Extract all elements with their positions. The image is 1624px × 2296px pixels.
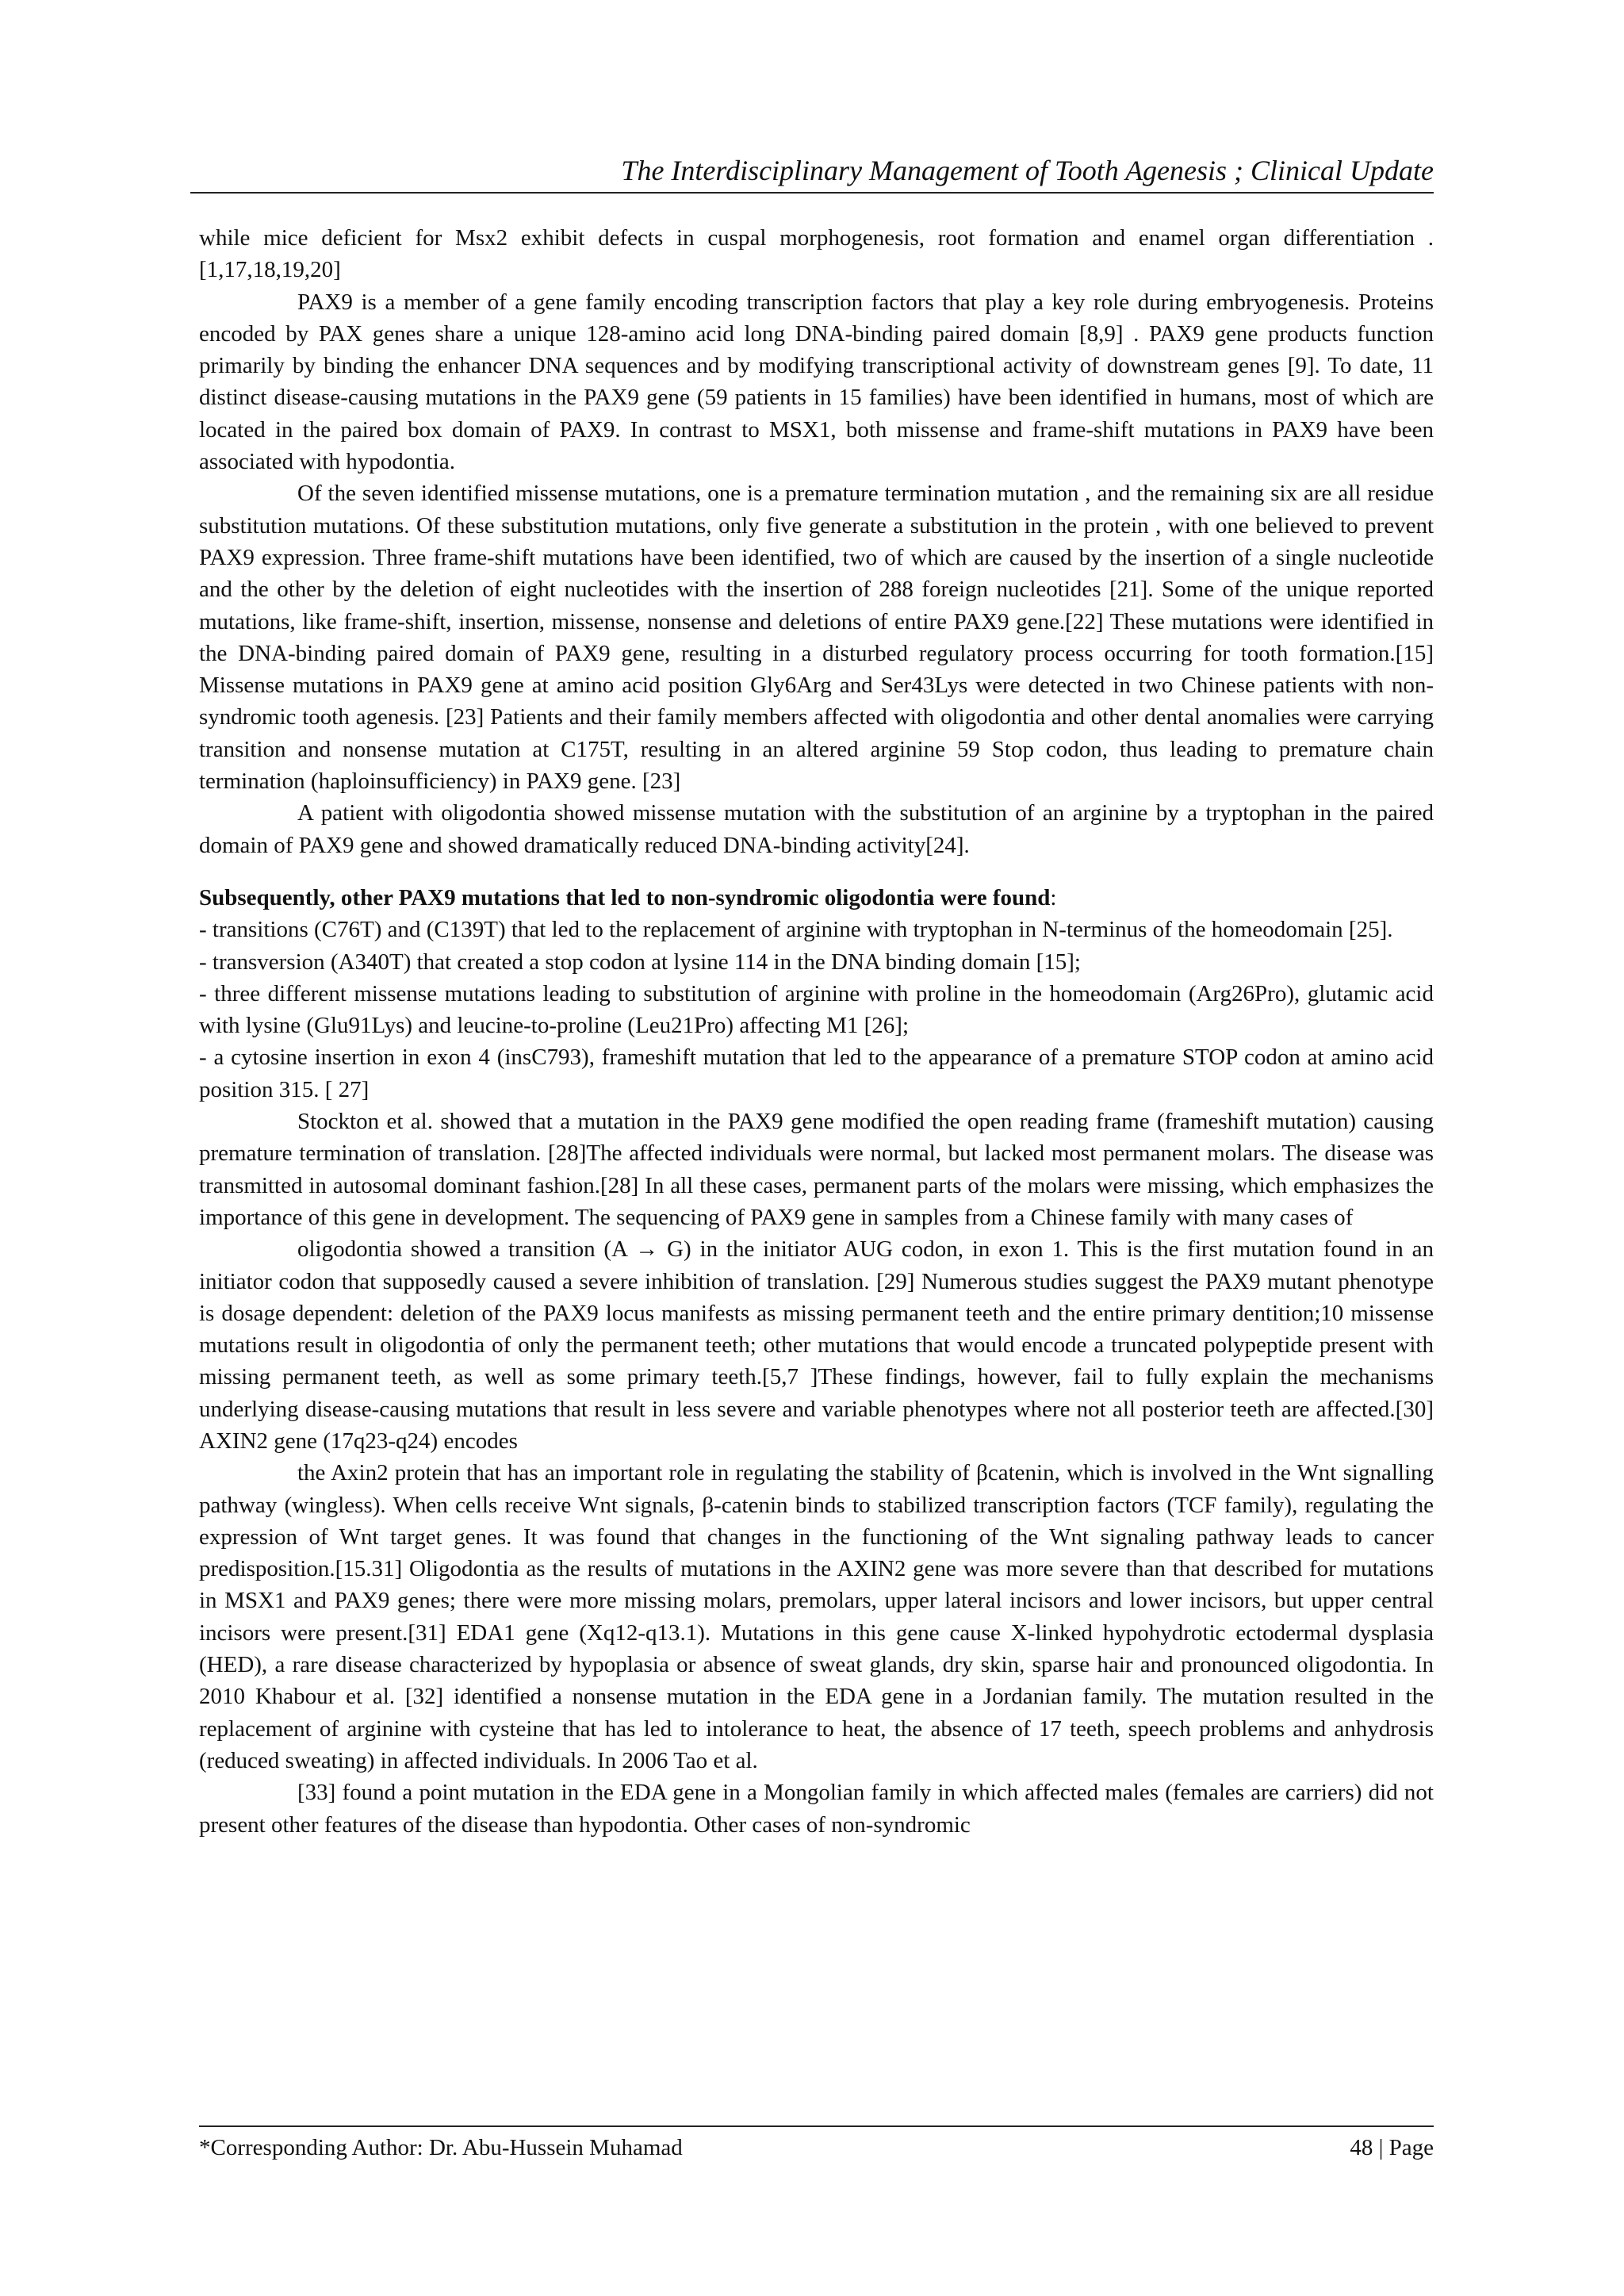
mutation-list-item: - transitions (C76T) and (C139T) that led to the replacement of arginine with tryptophan in N-terminus of the homeodomain [25].	[199, 917, 1393, 943]
page-number: 48 | Page	[1350, 2135, 1434, 2160]
paragraph-8: [33] found a point mutation in the EDA gene in a Mongolian family in which affected males (females are carriers) did not present other features of the disease than hypodontia. Other cases of non-syndromic	[199, 1780, 1434, 1838]
mutation-list-item: - a cytosine insertion in exon 4 (insC793), frameshift mutation that led to the appearance of a premature STOP codon at amino acid position 315. [ 27]	[199, 1045, 1434, 1102]
paragraph-6: oligodontia showed a transition (A → G) in the initiator AUG codon, in exon 1. This is the first mutation found in an initiator codon that supposedly caused a severe inhibition of translation. [29] Numerous studies suggest the PAX9 mutant phenotype is dosage dependent: deletion of the PAX9 locus manifests as missing permanent teeth and the entire primary dentition;10 missense mutations result in oligodontia of only the permanent teeth; other mutations that would encode a truncated polypeptide present with missing permanent teeth, as well as some primary teeth.[5,7 ]These findings, however, fail to fully explain the mechanisms underlying disease-causing mutations that result in less severe and variable phenotypes where not all posterior teeth are affected.[30] AXIN2 gene (17q23-q24) encodes	[199, 1236, 1434, 1454]
running-header: The Interdisciplinary Management of Tooth Agenesis ; Clinical Update	[190, 152, 1434, 194]
paragraph-1: while mice deficient for Msx2 exhibit defects in cuspal morphogenesis, root formation and enamel organ differentiation .[1,17,18,19,20]	[199, 225, 1434, 283]
paragraph-5: Stockton et al. showed that a mutation in the PAX9 gene modified the open reading frame (frameshift mutation) causing premature termination of translation. [28]The affected individuals were normal, but lacked most permanent molars. The disease was transmitted in autosomal dominant fashion.[28] In all these cases, permanent parts of the molars were missing, which emphasizes the importance of this gene in development. The sequencing of PAX9 gene in samples from a Chinese family with many cases of	[199, 1109, 1434, 1230]
section-heading	[199, 882, 1434, 914]
paragraph-7: the Axin2 protein that has an important role in regulating the stability of βcatenin, which is involved in the Wnt signalling pathway (wingless). When cells receive Wnt signals, β-catenin binds to stabilized transcription factors (TCF family), regulating the expression of Wnt target genes. It was found that changes in the functioning of the Wnt signaling pathway leads to cancer predisposition.[15.31] Oligodontia as the results of mutations in the AXIN2 gene was more severe than that described for mutations in MSX1 and PAX9 genes; there were more missing molars, premolars, upper lateral incisors and lower incisors, but upper central incisors were present.[31] EDA1 gene (Xq12-q13.1). Mutations in this gene cause X-linked hypohydrotic ectodermal dysplasia (HED), a rare disease characterized by hypoplasia or absence of sweat glands, dry skin, sparse hair and pronounced oligodontia. In 2010 Khabour et al. [32] identified a nonsense mutation in the EDA gene in a Jordanian family. The mutation resulted in the replacement of arginine with cysteine that has led to intolerance to heat, the absence of 17 teeth, speech problems and anhydrosis (reduced sweating) in affected individuals. In 2006 Tao et al.	[199, 1460, 1434, 1773]
section-heading-colon: :	[1050, 884, 1057, 910]
mutation-list-item: - three different missense mutations leading to substitution of arginine with proline in the homeodomain (Arg26Pro), glutamic acid with lysine (Glu91Lys) and leucine-to-proline (Leu21Pro) affecting M1 [26];	[199, 980, 1434, 1039]
section-heading-text: Subsequently, other PAX9 mutations that led to non-syndromic oligodontia were found	[199, 884, 1051, 910]
paragraph-4: A patient with oligodontia showed missense mutation with the substitution of an arginine by a tryptophan in the paired domain of PAX9 gene and showed dramatically reduced DNA-binding activity[24].	[199, 800, 1434, 858]
paragraph-3: Of the seven identified missense mutations, one is a premature termination mutation , and the remaining six are all residue substitution mutations. Of these substitution mutations, only five generate a substitution in the protein , with one believed to prevent PAX9 expression. Three frame-shift mutations have been identified, two of which are caused by the insertion of a single nucleotide and the other by the deletion of eight nucleotides with the insertion of 288 foreign nucleotides [21]. Some of the unique reported mutations, like frame-shift, insertion, missense, nonsense and deletions of entire PAX9 gene.[22] These mutations were identified in the DNA-binding paired domain of PAX9 gene, resulting in a disturbed regulatory process occurring for tooth formation.[15] Missense mutations in PAX9 gene at amino acid position Gly6Arg and Ser43Lys were detected in two Chinese patients with non-syndromic tooth agenesis. [23] Patients and their family members affected with oligodontia and other dental anomalies were carrying transition and nonsense mutation at C175T, resulting in an altered arginine 59 Stop codon, thus leading to premature chain termination (haploinsufficiency) in PAX9 gene. [23]	[199, 481, 1434, 795]
mutation-list-item: - transversion (A340T) that created a stop codon at lysine 114 in the DNA binding domain [15];	[199, 949, 1081, 975]
paragraph-2: PAX9 is a member of a gene family encoding transcription factors that play a key role during embryogenesis. Proteins encoded by PAX genes share a unique 128-amino acid long DNA-binding paired domain [8,9] . PAX9 gene products function primarily by binding the enhancer DNA sequences and by modifying transcriptional activity of downstream genes [9]. To date, 11 distinct disease-causing mutations in the PAX9 gene (59 patients in 15 families) have been identified in humans, most of which are located in the paired box domain of PAX9. In contrast to MSX1, both missense and frame-shift mutations in PAX9 have been associated with hypodontia.	[199, 289, 1434, 475]
article-body	[199, 222, 1434, 1841]
page-footer	[199, 2125, 1434, 2164]
corresponding-author: *Corresponding Author: Dr. Abu-Hussein Muhamad	[199, 2135, 683, 2160]
